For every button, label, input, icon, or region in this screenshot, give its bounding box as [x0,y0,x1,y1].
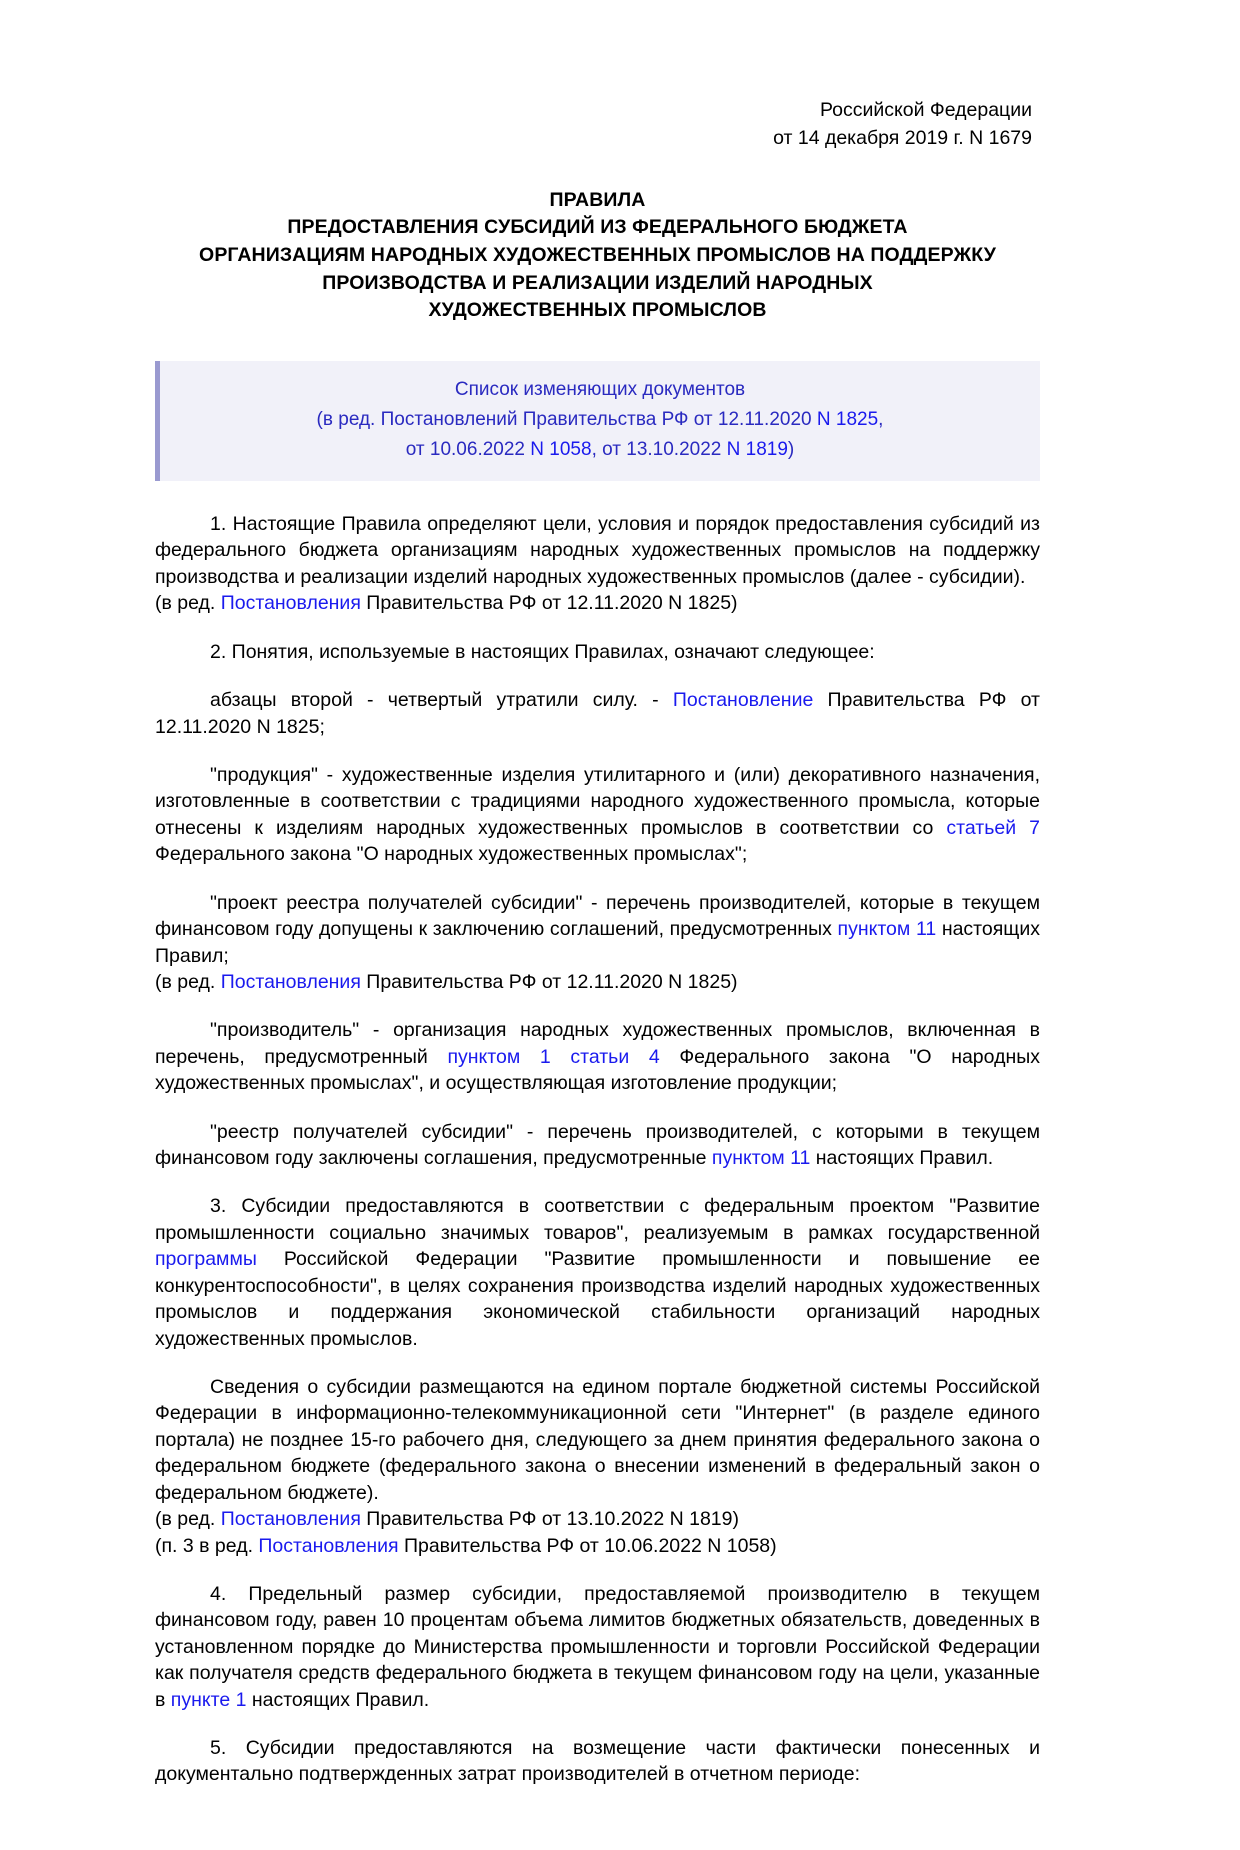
title-line-4: ПРОИЗВОДСТВА И РЕАЛИЗАЦИИ ИЗДЕЛИЙ НАРОДНЫХ [322,271,873,294]
amending-documents-heading: Список изменяющих документов [454,378,746,400]
paragraph-4-suffix: настоящих Правил. [246,1688,430,1711]
title-line-1: ПРАВИЛА [549,188,646,211]
paragraph-9-amendment-note-stack [155,1506,1040,1559]
definition-produkciya-suffix: Федерального закона "О народных художественных промыслах"; [155,843,748,866]
definition-reestr-prefix: "реестр получателей субсидии" - перечень производителей, с которыми в текущем финансовом году заключены соглашения, предусмотренные [155,1120,1040,1170]
paragraph-3-basis-suffix: Российской Федерации "Развитие промышленности и повышение ее конкурентоспособности", в целях сохранения производства изделий народных художественных промыслов и поддержания экономической стабильности организаций народных художественных промыслов. [155,1248,1040,1350]
amending-documents-box [155,361,1040,481]
paragraph-3-subsidies-basis [155,1193,1040,1352]
link-punkt-1-statya-4[interactable]: пунктом 1 статьи 4 [447,1045,660,1068]
amendment-ref-mid: , от 13.10.2022 [591,439,727,460]
paragraph-2: 2. Понятия, используемые в настоящих Правилах, означают следующее: [210,640,875,663]
note-prefix-2: (в ред. [155,970,221,993]
header-line-authority: Российской Федерации [819,99,1032,121]
title-line-5: ХУДОЖЕСТВЕННЫХ ПРОМЫСЛОВ [428,299,767,322]
paragraph-5-amendment-note-stack [155,969,1040,995]
note-suffix-3: Правительства РФ от 13.10.2022 N 1819) [360,1508,739,1531]
definition-proizvoditel-suffix: Федерального закона "О народных художественных промыслах", и осуществляющая изготовление продукции; [155,1045,1040,1095]
definition-reestr-suffix: настоящих Правил. [810,1147,994,1170]
note-suffix-2: Правительства РФ от 12.11.2020 N 1825) [360,970,738,993]
paragraph-3-basis-prefix: 3. Субсидии предоставляются в соответствии с федеральным проектом "Развитие промышленности социально значимых товаров", реализуемым в рамках государственной [155,1195,1040,1244]
document-header [155,96,1040,153]
link-postanovleniya-1[interactable]: Постановления [220,592,361,615]
amendment-ref-prefix: (в ред. Постановлений Правительства РФ от 12.11.2020 [316,408,817,430]
link-punkt-11-b[interactable]: пунктом 11 [711,1147,811,1170]
paragraph-3-prefix: абзацы второй - четвертый утратили силу. - [210,689,673,712]
note-prefix-3: (в ред. [155,1508,221,1531]
note-prefix: (в ред. [155,592,221,615]
link-postanovlenie-repeal[interactable]: Постановление [672,689,814,712]
paragraph-5-amendment-note [155,969,1040,995]
paragraph-1: 1. Настоящие Правила определяют цели, условия и порядок предоставления субсидий из федерального бюджета организациям народных художественных промыслов на поддержку производства и реализации изделий народных художественных промыслов (далее - субсидии). [155,513,1040,588]
note-suffix: Правительства РФ от 12.11.2020 N 1825) [360,592,738,615]
link-postanovlenie-1825[interactable]: N 1825 [816,408,879,430]
title-line-3: ОРГАНИЗАЦИЯМ НАРОДНЫХ ХУДОЖЕСТВЕННЫХ ПРОМЫСЛОВ НА ПОДДЕРЖКУ [199,243,996,266]
paragraph-1-amendment-note [155,590,1040,616]
paragraph-definition-reestr [155,1119,1040,1172]
link-programmy[interactable]: программы [155,1248,257,1271]
definition-proekt-reestra-prefix: "проект реестра получателей субсидии" - перечень производителей, которые в текущем финансовом году допущены к заключению соглашений, предусмотренных [155,891,1040,941]
amending-documents-line-2 [180,405,1020,435]
amendment-ref-suffix-2: ) [787,439,795,460]
paragraph-portal-publication: Сведения о субсидии размещаются на едином портале бюджетной системы Российской Федерации в информационно-телекоммуникационной сети "Интернет" (в разделе единого портала) не позднее 15-го рабочего дня, следующего за днем принятия федерального закона о федеральном бюджете (федерального закона о внесении изменений в федеральный закон о федеральном бюджете). [155,1375,1040,1504]
paragraph-definition-produkciya [155,762,1040,868]
header-line-date-number: от 14 декабря 2019 г. N 1679 [773,127,1032,150]
paragraph-9-amendment-note-2 [155,1533,1040,1559]
amendment-ref-prefix-2: от 10.06.2022 [405,439,531,460]
paragraph-5-reimbursement: 5. Субсидии предоставляются на возмещение части фактически понесенных и документально подтвержденных затрат производителей в отчетном периоде: [155,1737,1040,1786]
link-postanovleniya-2[interactable]: Постановления [220,970,361,993]
note-prefix-4: (п. 3 в ред. [155,1534,259,1557]
page-title [155,187,1040,325]
definition-produkciya-prefix: "продукция" - художественные изделия утилитарного и (или) декоративного назначения, изготовленные в соответствии с традициями народного художественного промысла, которые отнесены к изделиям народных художественных промыслов в соответствии со [155,763,1040,839]
link-statya-7[interactable]: статьей 7 [946,816,1040,839]
link-postanovlenie-1819[interactable]: N 1819 [726,439,788,460]
link-postanovleniya-3[interactable]: Постановления [220,1508,361,1531]
title-line-2: ПРЕДОСТАВЛЕНИЯ СУБСИДИЙ ИЗ ФЕДЕРАЛЬНОГО БЮДЖЕТА [287,216,908,239]
link-postanovlenie-1058[interactable]: N 1058 [530,439,592,460]
definition-proizvoditel-prefix: "производитель" - организация народных художественных промыслов, включенная в перечень, предусмотренный [155,1019,1040,1068]
paragraph-definition-proizvoditel [155,1017,1040,1096]
paragraph-3-suffix: Правительства РФ от 12.11.2020 N 1825; [155,689,1040,738]
amendment-ref-suffix: , [878,408,884,430]
paragraph-1-amendment-note-stack [155,590,1040,616]
amending-documents-line-3 [180,435,1020,465]
definition-proekt-reestra-suffix: настоящих Правил; [155,918,1040,967]
link-punkt-11-a[interactable]: пунктом 11 [837,918,937,941]
paragraph-4-prefix: 4. Предельный размер субсидии, предоставляемой производителю в текущем финансовом году, равен 10 процентам объема лимитов бюджетных обязательств, доведенных в установленном порядке до Министерства промышленности и торговли Российской Федерации как получателя средств федерального бюджета в текущем финансовом году на цели, указанные в [155,1582,1040,1711]
link-postanovleniya-4[interactable]: Постановления [258,1534,399,1557]
link-punkte-1[interactable]: пункте 1 [170,1688,247,1711]
note-suffix-4: Правительства РФ от 10.06.2022 N 1058) [398,1534,777,1557]
paragraph-3-repealed [155,687,1040,740]
paragraph-9-amendment-note-1 [155,1506,1040,1532]
paragraph-definition-proekt-reestra [155,890,1040,969]
paragraph-4-max-subsidy [155,1581,1040,1713]
